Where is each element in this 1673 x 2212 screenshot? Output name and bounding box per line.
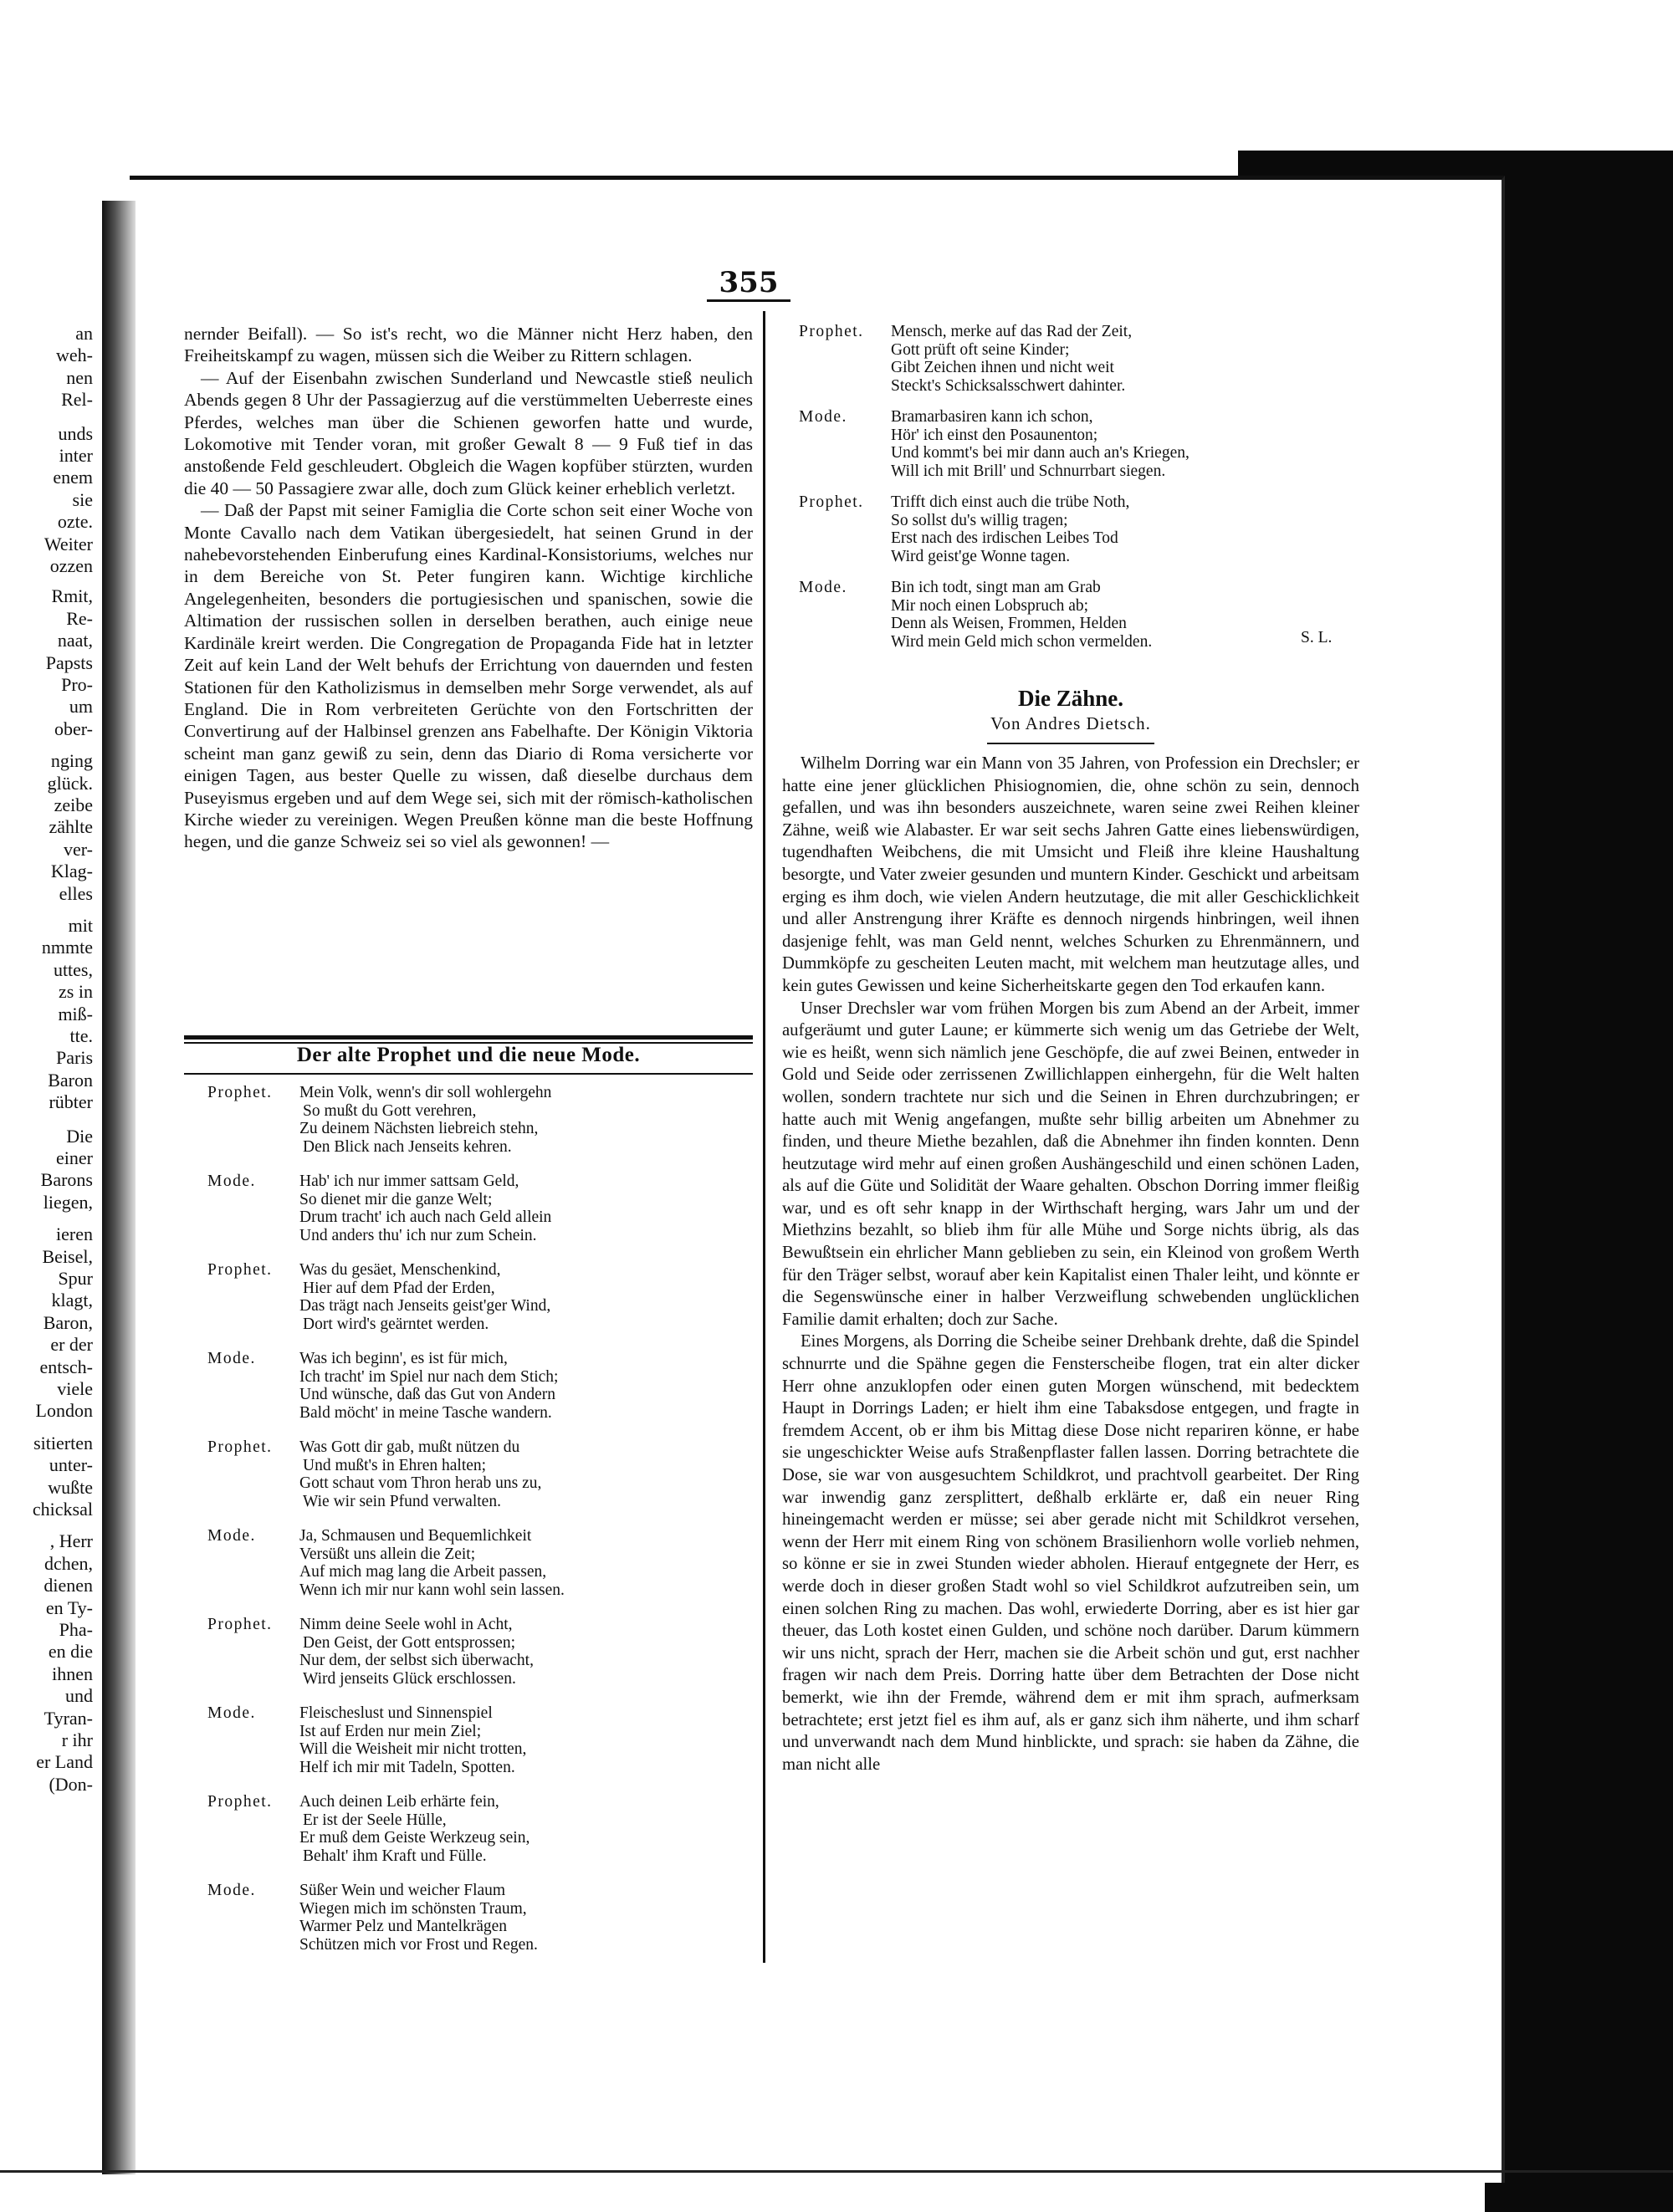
poem-stanza [207, 1527, 565, 1599]
left-page-fragment: ober- [54, 718, 93, 739]
stanza-speaker: Mode. [207, 1882, 256, 1899]
stanza-line: So sollst du's willig tragen; [891, 511, 1068, 529]
left-page-fragment: inter [59, 445, 93, 466]
article-author: Von Andres Dietsch. [990, 713, 1151, 733]
left-page-fragment: tte. [69, 1025, 93, 1046]
stanza-line: Wird mein Geld mich schon vermelden. [891, 632, 1153, 651]
stanza-line: Zu deinem Nächsten liebreich stehn, [299, 1120, 539, 1137]
stanza-line: Hab' ich nur immer sattsam Geld, [299, 1172, 519, 1190]
stanza-line: Schützen mich vor Frost und Regen. [299, 1935, 538, 1954]
poem-stanza [207, 1616, 534, 1688]
stanza-speaker: Mode. [799, 579, 847, 596]
left-page-fragment: ieren [56, 1223, 93, 1245]
poem-title-rule [184, 1073, 753, 1075]
left-page-fragment: wußte [48, 1476, 93, 1498]
left-page-fragment: Pro- [61, 674, 93, 695]
section-divider [184, 1035, 753, 1040]
stanza-line: Süßer Wein und weicher Flaum [299, 1882, 506, 1899]
stanza-speaker: Prophet. [207, 1261, 273, 1279]
paragraph: — Auf der Eisenbahn zwischen Sunderland und Newcastle stieß neulich Abends gegen 8 Uhr der Passagierzug auf die verstümmelten Ueberreste eines Pferdes, welches man über die Schienen geworfen hatte und wurde, Lokomotive mit Tender voran, mit großer Gewalt 8 — 9 Fuß tief in das anstoßende Feld geschleudert. Obgleich die Wagen kopfüber stürzten, wurden die 40 — 50 Passagiere zwar alle, doch zum Glück keiner erheblich verletzt. [184, 367, 753, 498]
poem-stanza [799, 579, 1152, 651]
stanza-line: Ja, Schmausen und Bequemlichkeit [299, 1527, 532, 1545]
poem-stanza [207, 1704, 526, 1776]
paragraph: Wilhelm Dorring war ein Mann von 35 Jahren, von Profession ein Drechsler; er hatte eine jener glücklichen Phisiognomien, die, ohne schön zu sein, dennoch gefallen, und was ihn besonders auszeichnete, waren seine zwei Reihen kleiner Zähne, weiß wie Alabaster. Er war seit sechs Jahren Gatte eines liebenswürdigen, tugendhaften Weibchens, die mit Umsicht und Fleiß ihre kleine Haushaltung besorgte, und Vater zweier gesunden und muntern Kinder. Geschickt und arbeitsam erging es ihm doch, wie vielen Andern heutzutage, die mit aller Geschicklichkeit und aller Anstrengung ihrer Kräfte es dennoch nirgends hinbringen, weil ihnen dasjenige fehlt, was man Geld nennt, welches Schurken zu Ehrenmännern, und Dummköpfe zu gescheiten Leuten macht, mit welchem man heutzutage alles, und kein gutes Gewissen und keine Sicherheitskarte gegen den Tod erkaufen kann. [782, 754, 1359, 995]
stanza-line: Was ich beginn', es ist für mich, [299, 1350, 508, 1367]
left-page-fragment: Paris [56, 1047, 93, 1069]
stanza-line: Erst nach des irdischen Leibes Tod [891, 529, 1118, 547]
left-page-fragment: rübter [49, 1091, 93, 1113]
left-page-fragment: viele [57, 1378, 93, 1399]
stanza-line: Den Blick nach Jenseits kehren. [303, 1137, 512, 1156]
poem-signature: S. L. [1301, 629, 1333, 646]
stanza-line: Mein Volk, wenn's dir soll wohlergehn [299, 1084, 552, 1101]
left-page-fragment: en Ty- [45, 1596, 93, 1618]
stanza-line: Hier auf dem Pfad der Erden, [303, 1279, 495, 1297]
stanza-line: Behalt' ihm Kraft und Fülle. [303, 1847, 487, 1865]
left-page-fragment: Barons [40, 1169, 93, 1191]
left-page-fragment: dchen, [43, 1552, 93, 1574]
stanza-line: Und kommt's bei mir dann auch an's Kriegen, [891, 444, 1190, 462]
stanza-line: Wird geist'ge Wonne tagen. [891, 547, 1071, 565]
stanza-line: Wird jenseits Glück erschlossen. [303, 1669, 516, 1688]
book-fold-shadow [102, 201, 136, 2174]
stanza-line: Versüßt uns allein die Zeit; [299, 1545, 476, 1563]
stanza-line: Warmer Pelz und Mantelkrägen [299, 1918, 508, 1935]
stanza-line: Den Geist, der Gott entsprossen; [303, 1633, 515, 1652]
stanza-line: Was Gott dir gab, mußt nützen du [299, 1438, 520, 1456]
poem-stanza [799, 408, 1190, 480]
stanza-line: Bald möcht' in meine Tasche wandern. [299, 1403, 552, 1422]
left-page-fragment: er Land [36, 1751, 93, 1773]
column-rule [763, 311, 765, 1963]
stanza-line: Bin ich todt, singt man am Grab [891, 579, 1101, 596]
left-page-fragment: sie [72, 488, 93, 510]
stanza-line: Fleischeslust und Sinnenspiel [299, 1704, 493, 1722]
stanza-line: Mensch, merke auf das Rad der Zeit, [891, 323, 1133, 340]
poem-stanza [207, 1438, 541, 1510]
left-page-fragment: sitierten [33, 1432, 93, 1453]
stanza-line: Wiegen mich im schönsten Traum, [299, 1899, 527, 1918]
stanza-line: Auch deinen Leib erhärte fein, [299, 1793, 499, 1811]
stanza-speaker: Prophet. [207, 1438, 273, 1456]
left-page-fragment: Baron [48, 1069, 93, 1091]
page-number-rule [707, 299, 790, 302]
article-body [782, 753, 1359, 1775]
left-page-fragment: ver- [64, 838, 93, 860]
poem-stanza [207, 1793, 530, 1865]
stanza-line: Helf ich mir mit Tadeln, Spotten. [299, 1758, 515, 1776]
left-page-fragment: um [69, 696, 93, 718]
stanza-line: Mir noch einen Lobspruch ab; [891, 596, 1089, 615]
left-page-fragment: nen [66, 366, 93, 388]
stanza-line: Hör' ich einst den Posaunenton; [891, 426, 1098, 444]
stanza-line: Nimm deine Seele wohl in Acht, [299, 1616, 513, 1633]
left-page-fragment: entsch- [39, 1356, 93, 1377]
stanza-speaker: Mode. [207, 1527, 256, 1545]
stanza-line: Er ist der Seele Hülle, [303, 1811, 447, 1829]
stanza-line: Gott prüft oft seine Kinder; [891, 340, 1070, 359]
stanza-line: Wenn ich mir nur kann wohl sein lassen. [299, 1581, 565, 1599]
left-page-fragment: und [65, 1685, 93, 1707]
left-page-fragment: naat, [57, 630, 93, 651]
left-page-fragment: Pha- [59, 1619, 93, 1640]
poem-stanza [207, 1172, 551, 1244]
stanza-line: Ich tracht' im Spiel nur nach dem Stich; [299, 1367, 559, 1386]
stanza-line: Das trägt nach Jenseits geist'ger Wind, [299, 1297, 551, 1315]
scanner-edge-right [1485, 151, 1673, 2212]
stanza-line: Dort wird's geärntet werden. [303, 1315, 489, 1333]
left-page-fragment: glück. [47, 772, 93, 794]
left-page-fragment: nging [50, 750, 93, 772]
stanza-speaker: Mode. [207, 1704, 256, 1722]
stanza-line: Auf mich mag lang die Arbeit passen, [299, 1563, 547, 1581]
stanza-line: Gibt Zeichen ihnen und nicht weit [891, 359, 1114, 376]
stanza-speaker: Prophet. [207, 1793, 273, 1811]
stanza-line: Will ich mit Brill' und Schnurrbart siegen. [891, 462, 1166, 480]
left-page-fragment: er der [50, 1334, 93, 1356]
left-page-fragment: miß- [58, 1003, 93, 1024]
stanza-line: Und anders thu' ich nur zum Schein. [299, 1226, 537, 1244]
stanza-speaker: Mode. [207, 1350, 256, 1367]
stanza-speaker: Mode. [799, 408, 847, 426]
article-title-rule [987, 743, 1154, 744]
left-page-fragment: an [75, 323, 93, 344]
stanza-line: Drum tracht' ich auch nach Geld allein [299, 1208, 552, 1226]
stanza-line: Und wünsche, daß das Gut von Andern [299, 1386, 555, 1403]
poem-stanza [207, 1261, 550, 1333]
left-page-fragment: zeibe [54, 794, 93, 815]
left-page-fragment: unds [58, 422, 93, 444]
poem-stanza [799, 323, 1132, 395]
left-page-fragment: elles [59, 882, 93, 904]
stanza-line: So mußt du Gott verehren, [303, 1101, 477, 1120]
left-page-fragment: dienen [43, 1575, 93, 1596]
stanza-line: Trifft dich einst auch die trübe Noth, [891, 493, 1130, 511]
left-page-fragment: Die [66, 1125, 93, 1147]
left-column-text [184, 323, 753, 853]
stanza-line: Wie wir sein Pfund verwalten. [303, 1492, 501, 1510]
stanza-speaker: Mode. [207, 1172, 256, 1190]
left-page-fragment: zs in [59, 981, 93, 1003]
paragraph: Unser Drechsler war vom frühen Morgen bis zum Abend an der Arbeit, immer aufgeräumt und guter Laune; er kümmerte sich wenig um das Getriebe der Welt, wie es heißt, wenn sich nämlich jene Geschöpfe, die auf zwei Beinen, entweder in Gold und Seide oder zerrissenen Zwillichlappen einhergehn, für die Welt halten wollen, sondern trachtete nur sich und die Seinen in Ehren durchzubringen; er hatte auch mit Wenig angefangen, mußte sehr billig arbeiten um Abnehmer zu finden, und theure Miethe bezahlen, daß die Abnehmer ihn finden konnten. Denn heutzutage wird mehr auf einen großen Aushängeschild und einen schönen Laden, als auf die Güte und Solidität der Waare gehalten. Obschon Dorring immer fleißig war, und es oft sehr knapp in der Wirthschaft herging, wars Jahr um und der Miethzins bezahlt, so blieb ihm für alle Mühe und Sorge nichts übrig, als das Bewußtsein ein ehrlicher Mann geblieben zu sein, ein Kleinod von großem Werth für den Träger selbst, worauf aber kein Kapitalist einen Thaler leiht, und könnte er die Segenswünsche einer in halber Verzweiflung schwebenden unglücklichen Familie damit erhalten; doch zur Sache. [782, 999, 1359, 1329]
left-page-fragment: (Don- [49, 1773, 93, 1795]
left-page-fragment: Klag- [50, 861, 93, 882]
left-page-fragment: Spur [58, 1268, 93, 1289]
stanza-line: Will die Weisheit mir nicht trotten, [299, 1740, 527, 1758]
poem-stanza [207, 1882, 538, 1954]
left-page-fragment: London [35, 1400, 93, 1422]
stanza-line: Nur dem, der selbst sich überwacht, [299, 1652, 534, 1669]
stanza-line: Gott schaut vom Thron herab uns zu, [299, 1474, 542, 1492]
article-title: Die Zähne. [1017, 686, 1123, 711]
left-page-fragment: ihnen [52, 1663, 93, 1684]
left-page-fragment: en die [48, 1641, 93, 1663]
left-page-fragment: Baron, [43, 1311, 93, 1333]
stanza-line: Was du gesäet, Menschenkind, [299, 1261, 501, 1279]
left-page-fragment: ozzen [49, 555, 93, 576]
left-page-fragment: Beisel, [42, 1245, 93, 1267]
left-page-fragment: ozte. [57, 511, 93, 533]
left-page-fragment: Re- [66, 607, 93, 629]
left-page-fragment: Tyran- [43, 1707, 93, 1729]
left-page-fragment: Rel- [61, 389, 93, 411]
stanza-speaker: Prophet. [799, 323, 864, 340]
left-page-fragment: liegen, [43, 1191, 93, 1213]
paragraph: — Daß der Papst mit seiner Famiglia die Corte schon seit einer Woche von Monte Cavallo nach dem Vatikan übergesiedelt, hat seinen Grund in der nahebevorstehenden Einberufung eines Kardinal-Konsistoriums, welches nur in dem Bereiche von St. Peter fungiren kann. Wichtige kirchliche Angelegenheiten, besonders die portugiesischen und spanischen, sowie die Altimation der russischen sollen in derselben berathen, auch einige neue Kardinäle kreirt werden. Die Congregation de Propaganda Fide hat in letzter Zeit auf kein Land der Welt behufs der Errichtung von dauernden und festen Stationen für den Katholizismus in demselben mehr Sorge verwendet, als auf England. Die in Rom verbreiteten Gerüchte von den Fortschritten der Convertirung auf der Halbinsel grenzen ans Fabelhafte. Der Königin Viktoria scheint man ganz gewiß zu sein, denn das Diario di Roma versicherte vor einigen Tagen, aus bester Quelle zu wissen, daß dieselbe durchaus dem Puseyismus ergeben und auf dem Wege sei, sich mit der römisch-katholischen Kirche wieder zu vereinigen. Wegen Preußen könne man die beste Hoffnung hegen, und die ganze Schweiz sei so viel als gewonnen! — [184, 500, 753, 852]
left-page-fragment: unter- [49, 1454, 93, 1476]
left-page-fragment: Weiter [43, 533, 93, 554]
poem-stanza [799, 493, 1129, 565]
stanza-speaker: Prophet. [207, 1616, 273, 1633]
poem-title: Der alte Prophet und die neue Mode. [296, 1044, 641, 1066]
scan-bottom-edge [0, 2170, 1673, 2173]
left-page-fragment: Rmit, [51, 585, 93, 607]
left-page-fragment: zählte [49, 816, 93, 838]
left-page-fragment: nmmte [41, 937, 93, 958]
stanza-speaker: Prophet. [799, 493, 864, 511]
left-page-fragment: enem [53, 467, 93, 488]
left-page-fragment: chicksal [32, 1499, 93, 1520]
left-page-fragment: weh- [56, 345, 93, 366]
paragraph: Eines Morgens, als Dorring die Scheibe seiner Drehbank drehte, daß die Spindel schnurrte und die Spähne gegen die Fensterscheibe flogen, trat ein alter dicker Herr ohne anzuklopfen oder einen guten Morgen wünschend, mit bedecktem Haupt in Dorrings Laden; er hielt ihm eine Tabaksdose entgegen, und fragte in fremdem Accent, ob er ihm bis Mittag diese Dose nicht repariren könne, er habe sie ungeschickter Weise aufs Straßenpflaster fallen lassen. Dorring betrachtete die Dose, sie war von ausgesuchtem Schildkrot, und prachtvoll gearbeitet. Der Ring war inwendig ganz zersplittert, deßhalb erklärte er, daß ein neuer Ring hineingemacht werden er müsse; sei aber gerade nicht mit Schildkrot versehen, wenn der Herr mit einem Ring von schönem Brasilienhorn wolle vorlieb nehmen, so könne er sie in zwei Stunden wieder abholen. Hierauf entgegnete der Herr, es werde doch in dieser großen Stadt wohl so viel Schildkrot aufzutreiben sein, um einen solchen Ring zu machen. Das wohl, erwiederte Dorring, aber es ist hier gar theuer, das Loth kostet einen Gulden, und schöne noch darüber. Darum kümmern wir uns nicht, sprach der Herr, machen sie die Arbeit schön und gut, erst nachher fragen wir nach dem Preis. Dorring hatte über dem Betrachten der Dose nicht bemerkt, wie ihn der Fremde, während dem er mit ihm sprach, aufmerksam betrachtete; erst jetzt fiel es ihm auf, als er ganz sich ihm näherte, und ihm scharf und unverwandt nach dem Mund hinblickte, und sprach: sie haben da Zähne, die man nicht alle [782, 1332, 1359, 1774]
left-page-fragment: r ihr [61, 1729, 93, 1750]
stanza-line: Steckt's Schicksalsschwert dahinter. [891, 376, 1126, 395]
left-page-fragment: , Herr [49, 1530, 93, 1552]
stanza-line: Ist auf Erden nur mein Ziel; [299, 1722, 482, 1740]
left-page-fragment: uttes, [53, 958, 93, 980]
stanza-line: So dienet mir die ganze Welt; [299, 1190, 493, 1208]
poem-stanza [207, 1350, 558, 1422]
left-page-fragment: klagt, [51, 1290, 93, 1311]
stanza-line: Denn als Weisen, Frommen, Helden [891, 615, 1127, 632]
paragraph: nernder Beifall). — So ist's recht, wo die Männer nicht Herz haben, den Freiheitskampf zu wagen, müssen sich die Weiber zu Rittern schlagen. [184, 324, 753, 366]
stanza-line: Bramarbasiren kann ich schon, [891, 408, 1093, 426]
page-number: 355 [719, 266, 779, 299]
stanza-line: Er muß dem Geiste Werkzeug sein, [299, 1829, 530, 1847]
stanza-speaker: Prophet. [207, 1084, 273, 1101]
poem-stanza [207, 1084, 551, 1156]
left-page-fragment: mit [68, 915, 93, 936]
stanza-line: Und mußt's in Ehren halten; [303, 1456, 487, 1474]
left-page-fragment: einer [56, 1147, 93, 1168]
left-page-fragment: Papsts [45, 651, 93, 673]
